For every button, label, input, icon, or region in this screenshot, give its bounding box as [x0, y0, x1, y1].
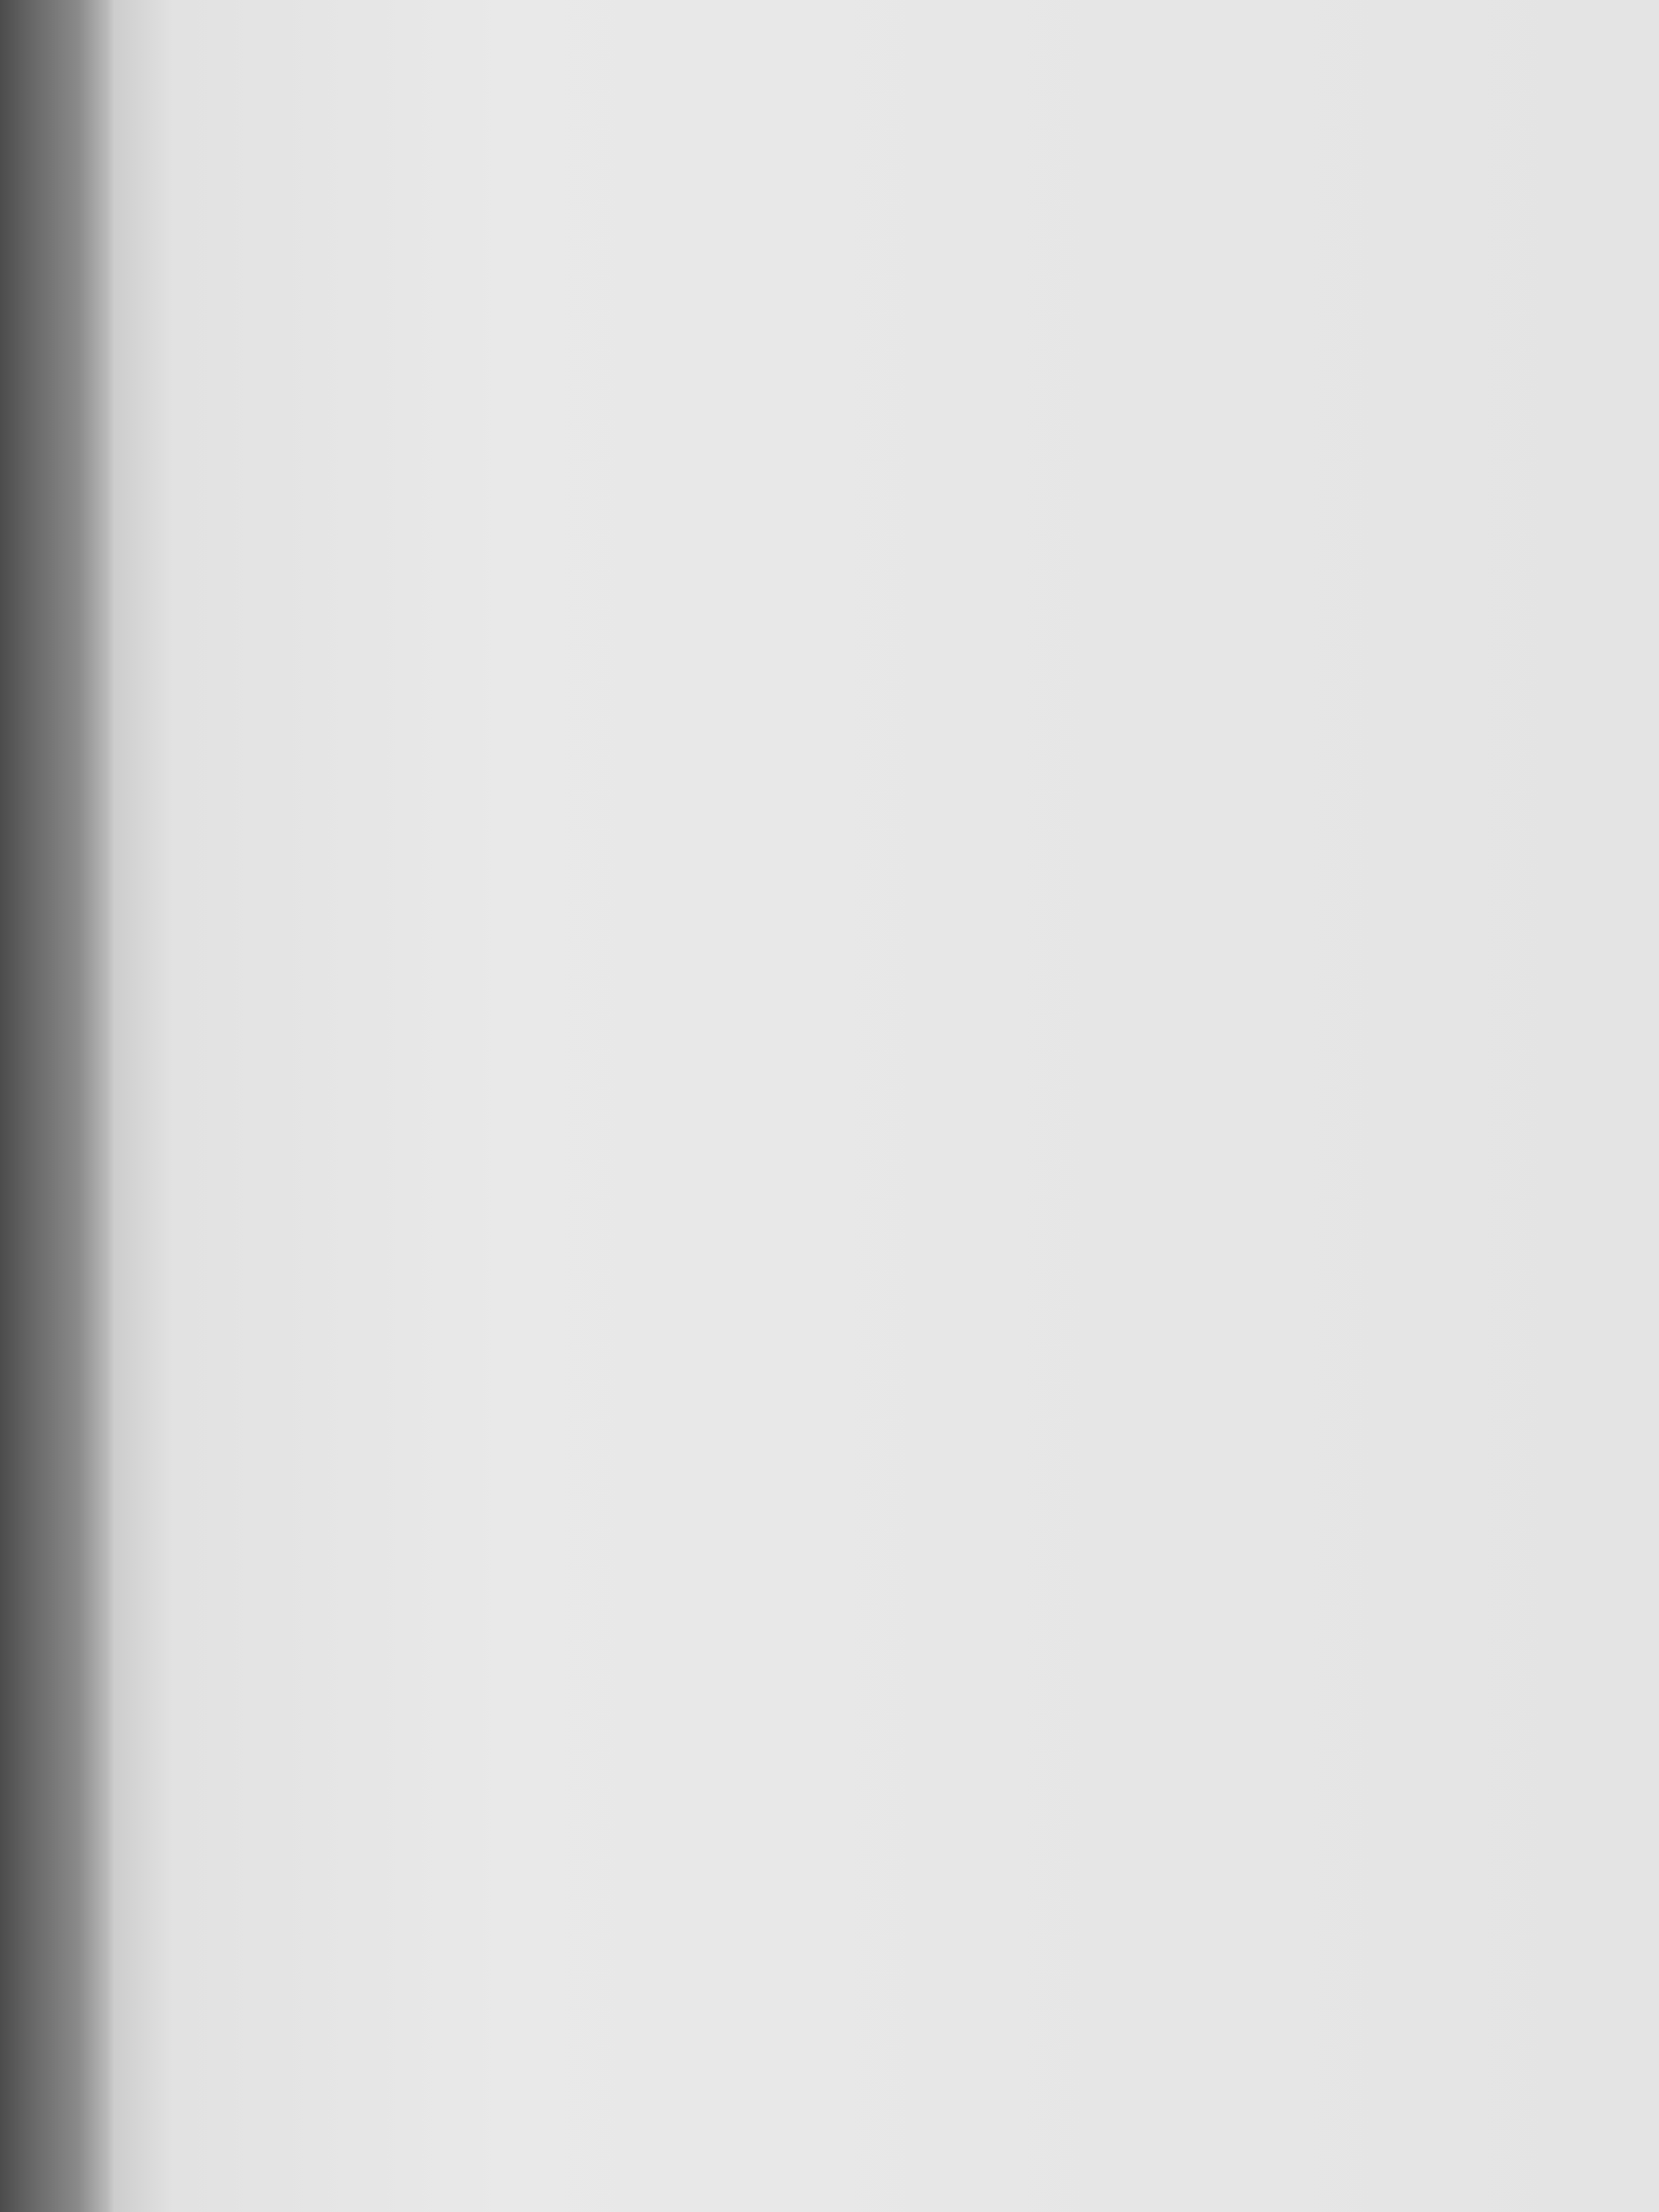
- book-page: [115, 0, 1659, 2212]
- book-spine-edge: [0, 0, 115, 2212]
